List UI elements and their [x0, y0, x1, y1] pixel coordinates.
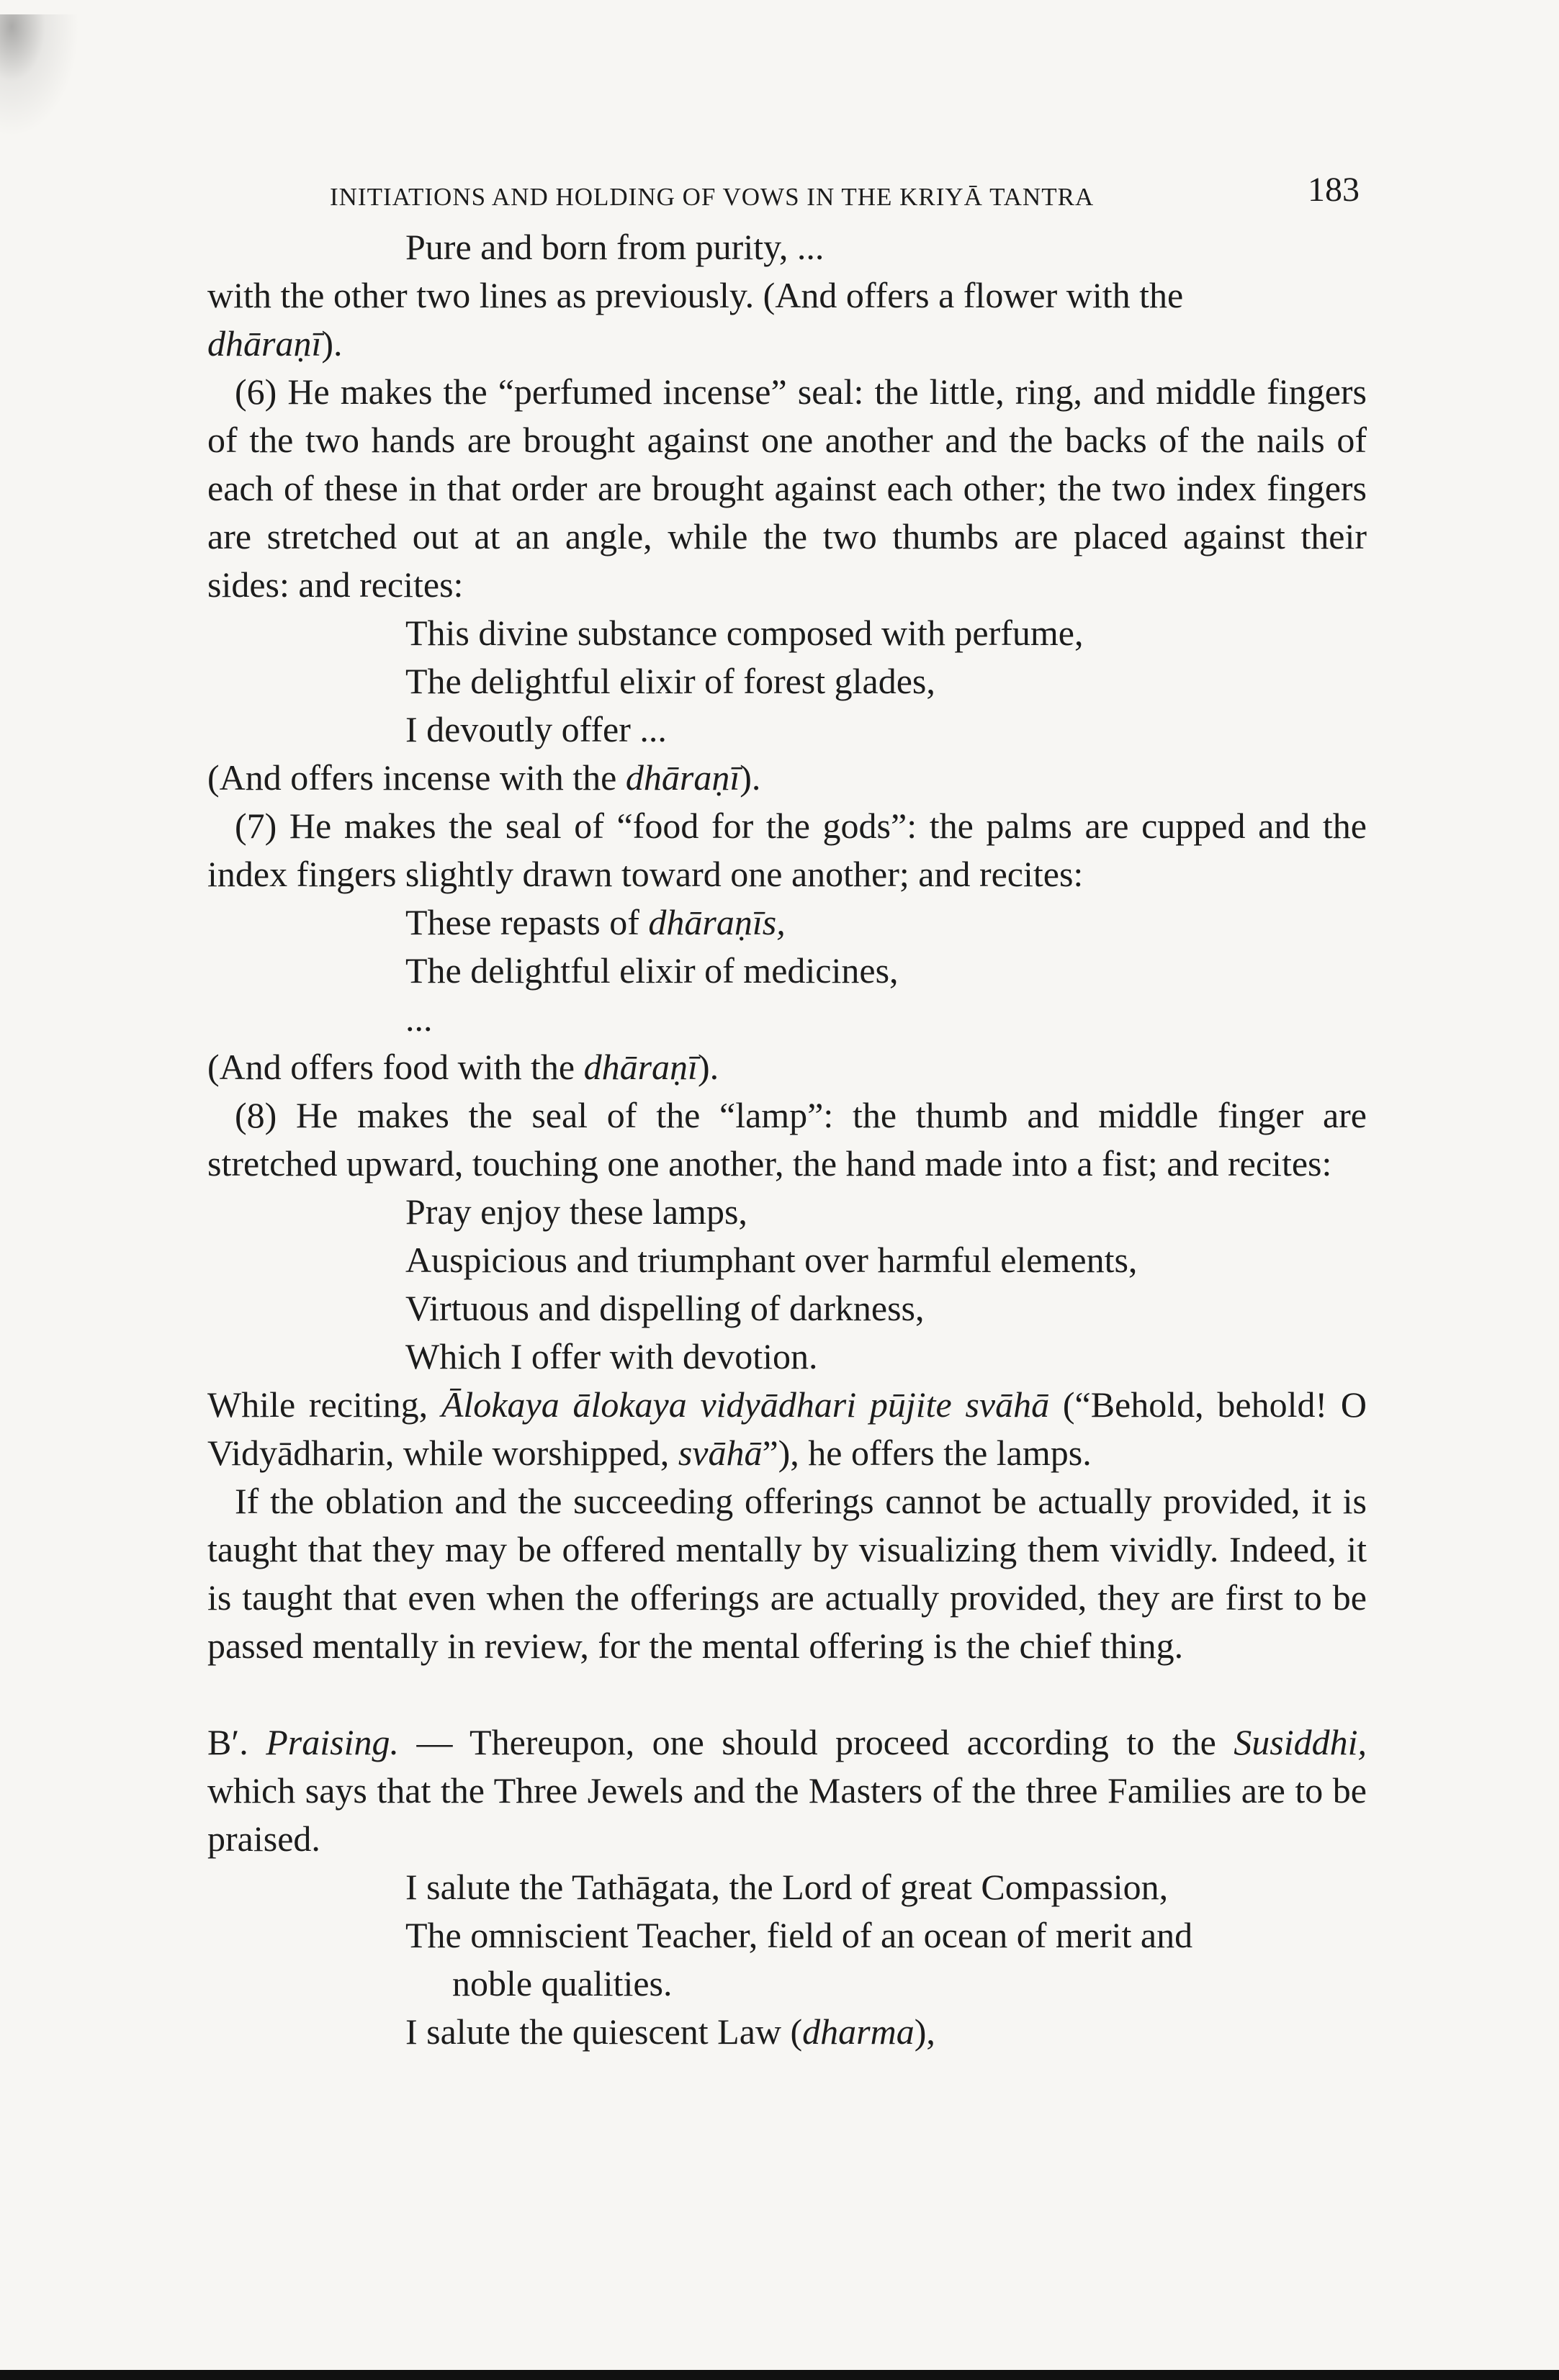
verse-line: Which I offer with devotion. [405, 1336, 818, 1376]
verse-line: These repasts of dhāraṇīs, [405, 902, 786, 942]
book-page [207, 166, 1367, 2056]
verse-line: I salute the Tathāgata, the Lord of great Compassion, [405, 1867, 1169, 1907]
verse-line: Pray enjoy these lamps, [405, 1191, 747, 1232]
paragraph: While reciting, Ālokaya ālokaya vidyādhari pūjite svāhā (“Behold, behold! O Vidyādharin, while worshipped, svāhā”), he offers the lamps. [207, 1384, 1367, 1473]
verse-line: The omniscient Teacher, field of an ocean of merit and [405, 1915, 1193, 1955]
paragraph-oblation: If the oblation and the succeeding offerings cannot be actually provided, it is taught that they may be offered mentally by visualizing them vividly. Indeed, it is taught that even when the offerings are actually provided, they are first to be passed mentally in review, for the mental offering is the chief thing. [207, 1481, 1367, 1666]
paragraph-6: (6) He makes the “perfumed incense” seal: the little, ring, and middle fingers of the two hands are brought against one another and the backs of the nails of each of these in that order are brought against each other; the two index fingers are stretched out at an angle, while the two thumbs are placed against their sides: and recites: [207, 371, 1367, 605]
paragraph-8: (8) He makes the seal of the “lamp”: the thumb and middle finger are stretched upward, touching one another, the hand made into a fist; and recites: [207, 1095, 1367, 1184]
paragraph: with the other two lines as previously. (And offers a flower with the dhāraṇī). [207, 275, 1184, 364]
page-body [207, 223, 1367, 2056]
verse-line: Pure and born from purity, ... [405, 227, 825, 267]
paragraph: (And offers incense with the dhāraṇī). [207, 757, 761, 798]
running-title: INITIATIONS AND HOLDING OF VOWS IN THE KRIYĀ TANTRA [330, 183, 1095, 211]
paragraph-7: (7) He makes the seal of “food for the gods”: the palms are cupped and the index fingers slightly drawn toward one another; and recites: [207, 806, 1367, 894]
verse-line: ... [405, 999, 433, 1039]
page-header [207, 166, 1367, 223]
page-number: 183 [1308, 171, 1360, 209]
verse-line: The delightful elixir of medicines, [405, 950, 899, 991]
scan-bottom-edge [0, 2370, 1559, 2380]
section-praising: B′. Praising. — Thereupon, one should proceed according to the Susiddhi, which says that the Three Jewels and the Masters of the three Families are to be praised. [207, 1722, 1367, 1859]
paragraph: (And offers food with the dhāraṇī). [207, 1047, 719, 1087]
section-gap [207, 1670, 1367, 1718]
verse-line: The delightful elixir of forest glades, [405, 661, 935, 701]
verse-line: I salute the quiescent Law (dharma), [405, 2011, 935, 2052]
verse-line: noble qualities. [452, 1963, 673, 2003]
verse-line: I devoutly offer ... [405, 709, 667, 749]
verse-line: Virtuous and dispelling of darkness, [405, 1288, 925, 1328]
verse-line: Auspicious and triumphant over harmful elements, [405, 1240, 1138, 1280]
verse-line: This divine substance composed with perfume, [405, 613, 1084, 653]
scan-shadow [0, 14, 79, 137]
